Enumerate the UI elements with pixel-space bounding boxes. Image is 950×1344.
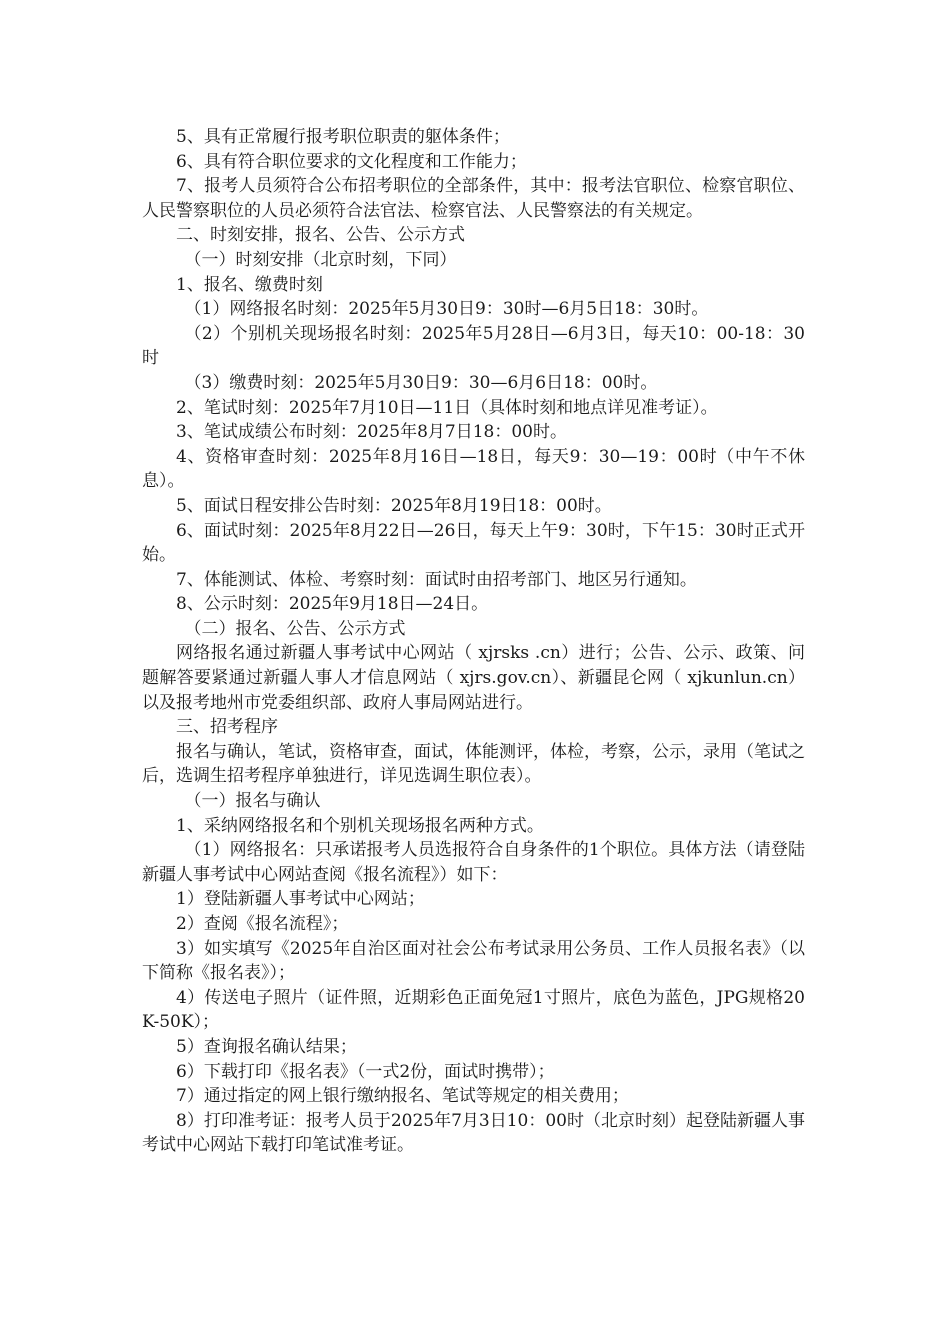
paragraph: 二、时刻安排，报名、公告、公示方式 (176, 225, 465, 246)
paragraph: 1、采纳网络报名和个别机关现场报名两种方式。 (176, 815, 544, 836)
paragraph: 7）通过指定的网上银行缴纳报名、笔试等规定的相关费用； (176, 1086, 629, 1107)
paragraph: 7、报考人员须符合公布招考职位的全部条件，其中：报考法官职位、检察官职位、人民警察职位的人员必须符合法官法、检察官法、人民警察法的有关规定。 (142, 176, 805, 221)
paragraph: 1、报名、缴费时刻 (176, 274, 323, 295)
paragraph: 8、公示时刻：2025年9月18日—24日。 (176, 594, 489, 615)
paragraph: 报名与确认，笔试，资格审查，面试，体能测评，体检，考察，公示，录用（笔试之后，选调生招考程序单独进行，详见选调生职位表）。 (142, 741, 805, 787)
paragraph: （一）报名与确认 (184, 791, 321, 812)
paragraph: （1）网络报名：只承诺报考人员选报符合自身条件的1个职位。具体方法（请登陆新疆人事考试中心网站查阅《报名流程》）如下： (142, 840, 805, 885)
paragraph: 5）查询报名确认结果； (176, 1036, 357, 1057)
paragraph: 6、具有符合职位要求的文化程度和工作能力； (176, 151, 527, 172)
paragraph: （1）网络报名时刻：2025年5月30日9：30时—6月5日18：30时。 (184, 299, 709, 320)
paragraph: 8）打印准考证：报考人员于2025年7月3日10：00时（北京时刻）起登陆新疆人事考试中心网站下载打印笔试准考证。 (142, 1110, 805, 1156)
paragraph: 2、笔试时刻：2025年7月10日—11日（具体时刻和地点详见准考证）。 (176, 397, 718, 418)
paragraph: 4）传送电子照片（证件照，近期彩色正面免冠1寸照片，底色为蓝色，JPG规格20K-50K）； (142, 987, 805, 1033)
paragraph: 5、面试日程安排公告时刻：2025年8月19日18：00时。 (176, 495, 612, 516)
paragraph: 三、招考程序 (176, 717, 278, 738)
paragraph: 1）登陆新疆人事考试中心网站； (176, 889, 425, 910)
paragraph: 4、资格审查时刻：2025年8月16日—18日，每天9：30—19：00时（中午不休息）。 (142, 446, 805, 492)
paragraph: （二）报名、公告、公示方式 (184, 618, 406, 639)
paragraph: 5、具有正常履行报考职位职责的躯体条件； (176, 127, 510, 147)
paragraph: 3、笔试成绩公布时刻：2025年8月7日18：00时。 (176, 422, 567, 443)
paragraph: 2）查阅《报名流程》； (176, 914, 349, 934)
paragraph: （一）时刻安排（北京时刻，下同） (184, 249, 457, 270)
paragraph: 3）如实填写《2025年自治区面对社会公布考试录用公务员、工作人员报名表》（以下简称《报名表》）； (142, 938, 805, 984)
paragraph: （3）缴费时刻：2025年5月30日9：30—6月6日18：00时。 (184, 372, 658, 393)
paragraph: （2）个别机关现场报名时刻：2025年5月28日—6月3日，每天10：00-18：30时 (142, 323, 805, 369)
paragraph: 6、面试时刻：2025年8月22日—26日，每天上午9：30时，下午15：30时正式开始。 (142, 520, 805, 566)
paragraph: 网络报名通过新疆人事考试中心网站（ xjrsks .cn）进行；公告、公示、政策、问题解答要紧通过新疆人事人才信息网站（ xjrs.gov.cn）、新疆昆仑网（ xjkunlun.cn）以及报考地州市党委组织部、政府人事局网站进行。 (142, 643, 805, 713)
paragraph: 6）下载打印《报名表》（一式2份，面试时携带）； (176, 1061, 555, 1082)
document-body (142, 125, 805, 1158)
paragraph: 7、体能测试、体检、考察时刻：面试时由招考部门、地区另行通知。 (176, 569, 697, 590)
